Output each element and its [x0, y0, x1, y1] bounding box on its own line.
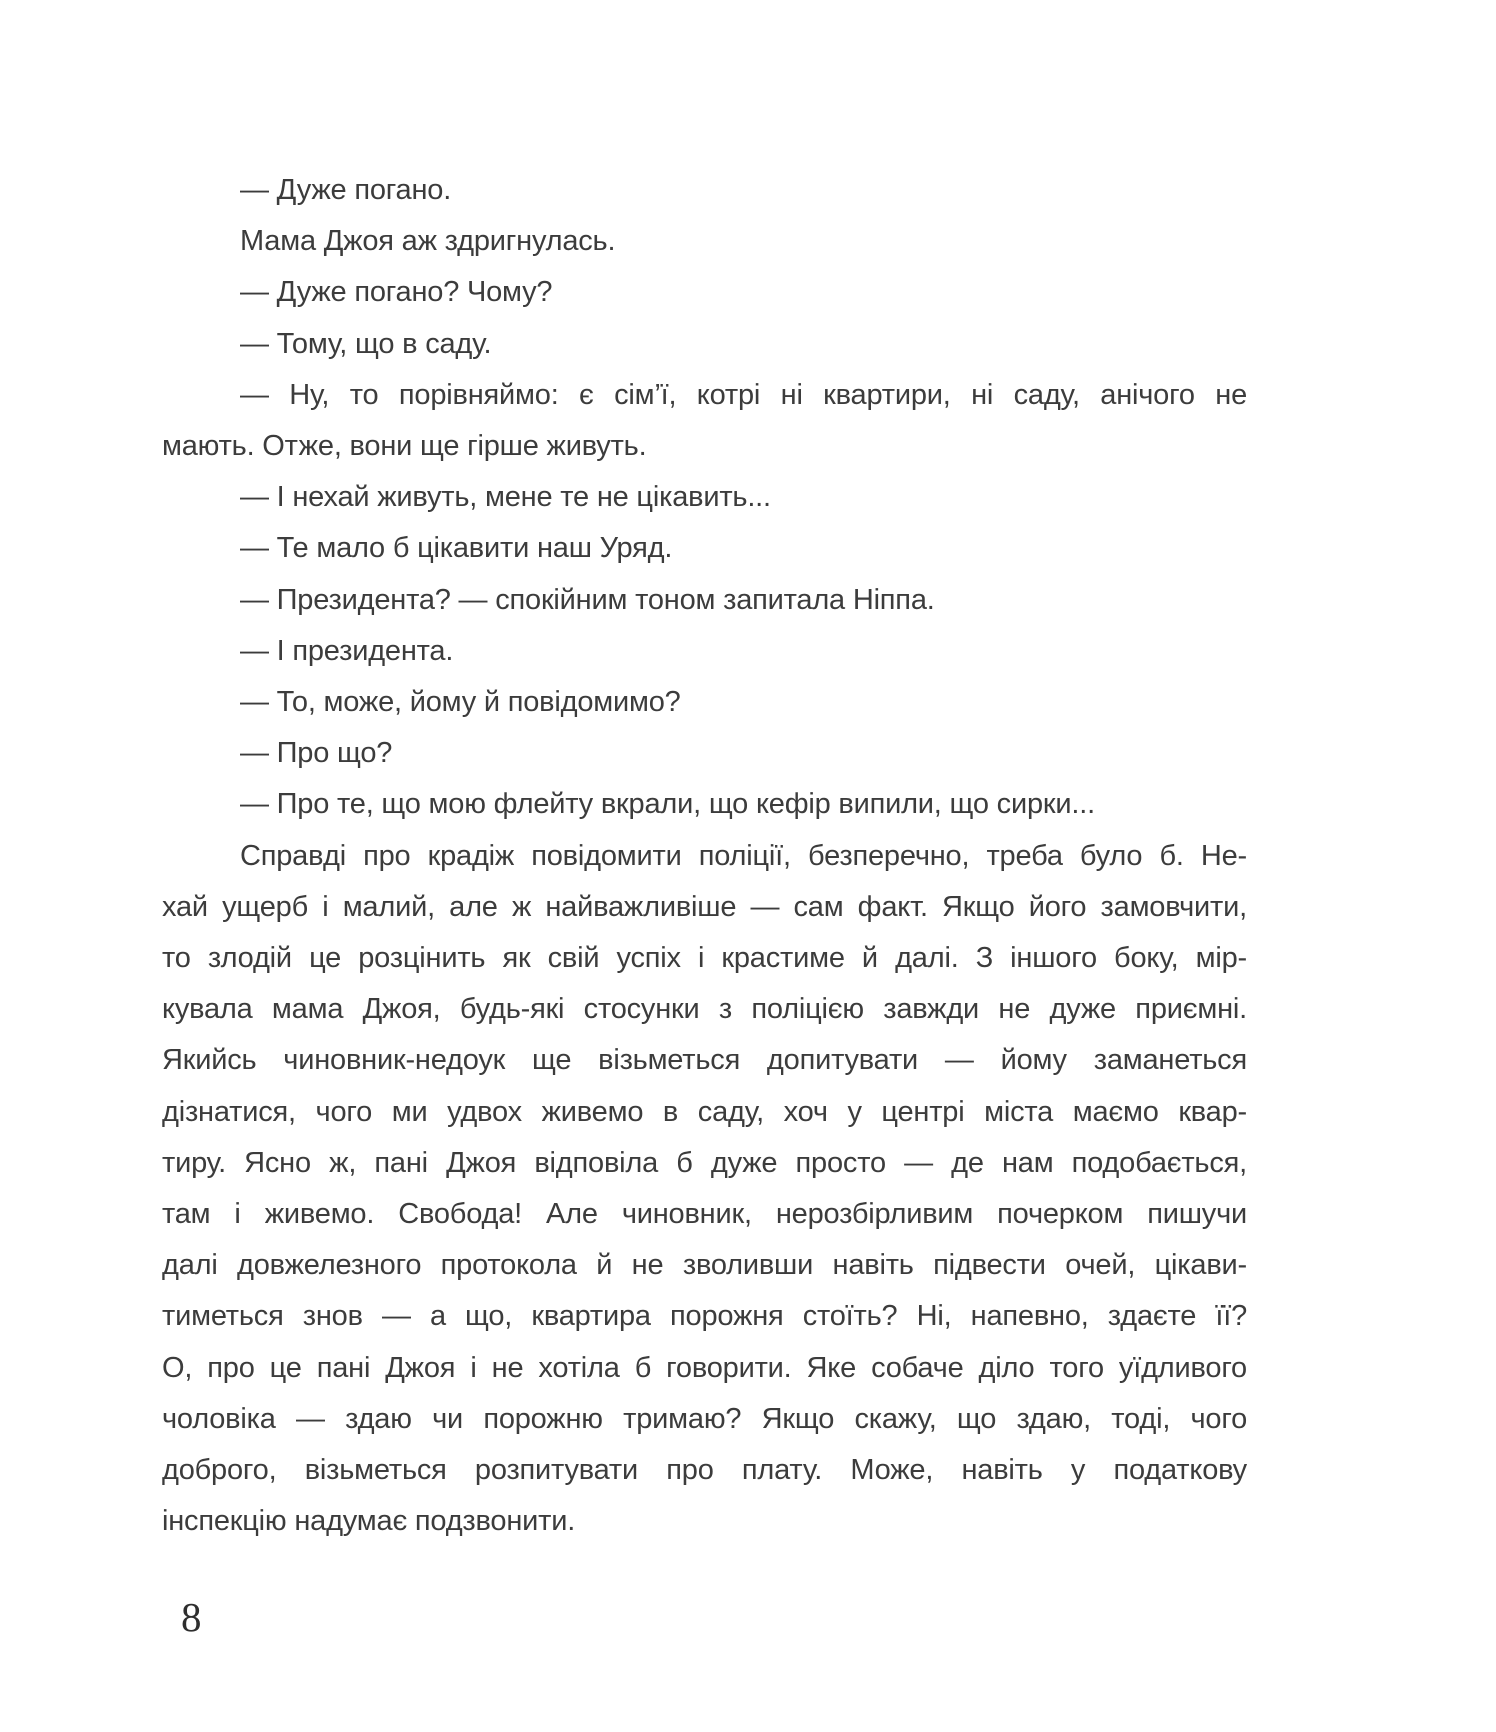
text-line: хай ущерб і малий, але ж найважливіше — сам факт. Якщо його замовчити, — [162, 890, 1247, 923]
text-line: О, про це пані Джоя і не хотіла б говорити. Яке собаче діло того уїдливого — [162, 1351, 1247, 1384]
paragraph — [162, 728, 1247, 779]
text-line: — Дуже погано? Чому? — [240, 276, 553, 309]
paragraph — [162, 165, 1247, 216]
text-line: дізнатися, чого ми удвох живемо в саду, хоч у центрі міста маємо квар- — [162, 1095, 1247, 1128]
text-line: — І президента. — [240, 634, 454, 667]
text-line: тиметься знов — а що, квартира порожня стоїть? Ні, напевно, здаєте її? — [162, 1300, 1247, 1333]
text-line: мають. Отже, вони ще гірше живуть. — [162, 430, 647, 463]
text-line: — Те мало б цікавити наш Уряд. — [240, 532, 673, 565]
paragraph — [162, 319, 1247, 370]
text-line: — Президента? — спокійним тоном запитала Ніппа. — [240, 583, 935, 616]
text-block — [162, 165, 1247, 1547]
paragraph — [162, 523, 1247, 574]
text-line: чоловіка — здаю чи порожню тримаю? Якщо скажу, що здаю, тоді, чого — [162, 1402, 1247, 1435]
text-line: то злодій це розцінить як свій успіх і крастиме й далі. З іншого боку, мір- — [162, 942, 1247, 975]
text-line: далі довжелезного протокола й не зволивши навіть підвести очей, цікави- — [162, 1249, 1247, 1282]
paragraph — [162, 370, 1247, 472]
paragraph — [162, 677, 1247, 728]
text-line: кувала мама Джоя, будь-які стосунки з поліцією завжди не дуже приємні. — [162, 993, 1247, 1026]
paragraph — [162, 216, 1247, 267]
paragraph — [162, 575, 1247, 626]
text-line: тиру. Ясно ж, пані Джоя відповіла б дуже просто — де нам подобається, — [162, 1146, 1247, 1179]
text-line: — То, може, йому й повідомимо? — [240, 686, 681, 719]
text-line: — Про те, що мою флейту вкрали, що кефір випили, що сирки... — [240, 788, 1095, 821]
paragraph — [162, 267, 1247, 318]
page-number: 8 — [181, 1594, 202, 1640]
text-line: доброго, візьметься розпитувати про плату. Може, навіть у податкову — [162, 1454, 1247, 1487]
paragraph — [162, 472, 1247, 523]
text-line: Мама Джоя аж здригнулась. — [240, 225, 616, 258]
text-line: — І нехай живуть, мене те не цікавить... — [240, 481, 771, 514]
paragraph — [162, 779, 1247, 830]
text-line: інспекцію надумає подзвонити. — [162, 1505, 576, 1538]
text-line: — Тому, що в саду. — [240, 327, 492, 360]
text-line: Якийсь чиновник-недоук ще візьметься допитувати — йому заманеться — [162, 1044, 1247, 1077]
text-line: — Дуже погано. — [240, 174, 452, 206]
text-line: Справді про крадіж повідомити поліції, безперечно, треба було б. Не- — [240, 839, 1247, 872]
paragraph — [162, 831, 1247, 1548]
text-line: — Ну, то порівняймо: є сім’ї, котрі ні квартири, ні саду, анічого не — [240, 378, 1247, 411]
text-line: — Про що? — [240, 737, 393, 770]
paragraph — [162, 626, 1247, 677]
text-line: там і живемо. Свобода! Але чиновник, нерозбірливим почерком пишучи — [162, 1198, 1247, 1231]
